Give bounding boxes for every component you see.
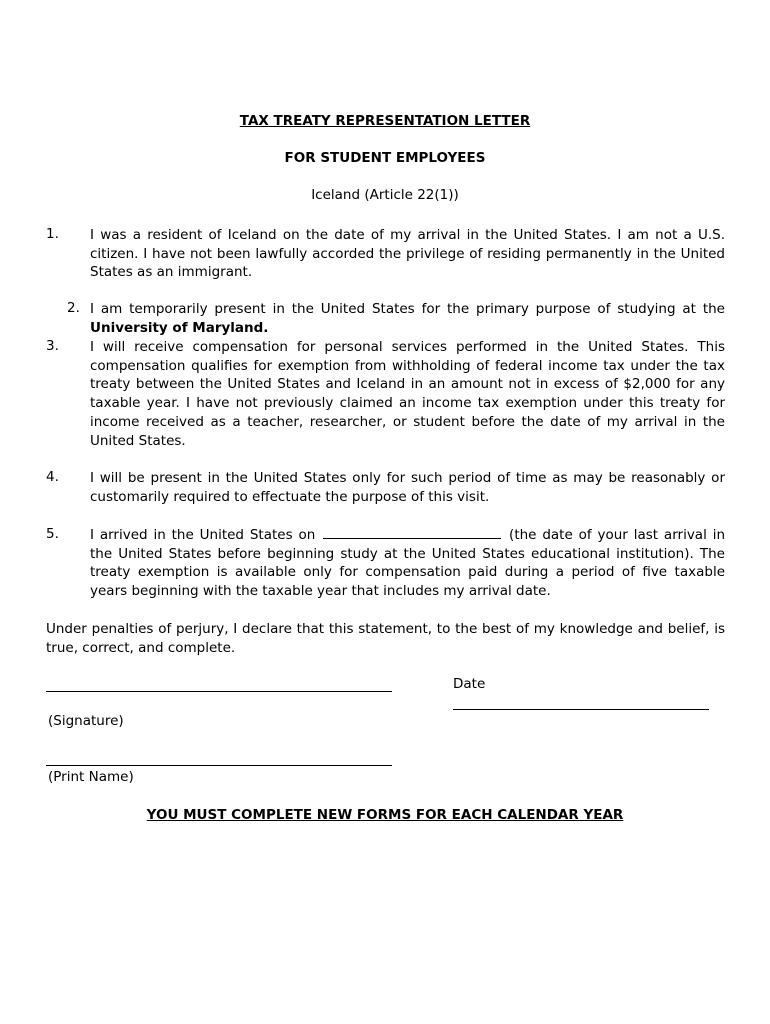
item-1-text: I was a resident of Iceland on the date of my arrival in the United States. I am not a U.S. citizen. I have not been lawfully accorded the privilege of residing permanently in the United States as an immigrant. <box>90 227 725 281</box>
document-title: TAX TREATY REPRESENTATION LETTER <box>239 113 531 129</box>
arrival-date-field[interactable] <box>323 526 501 539</box>
item-3-number: 3. <box>46 338 59 354</box>
date-line[interactable] <box>453 709 709 710</box>
declaration-text: Under penalties of perjury, I declare that this statement, to the best of my knowledge and belief, is true, correct, and complete. <box>46 621 725 656</box>
print-name-label: (Print Name) <box>48 769 134 785</box>
signature-line[interactable] <box>46 691 392 692</box>
item-4-number: 4. <box>46 469 59 485</box>
university-name: University of Maryland. <box>90 319 269 336</box>
date-label: Date <box>453 676 486 692</box>
footer-notice: YOU MUST COMPLETE NEW FORMS FOR EACH CALENDAR YEAR <box>146 807 624 823</box>
item-1-number: 1. <box>46 226 59 242</box>
item-2-text-pre: I am temporarily present in the United States for the primary purpose of studying at the <box>90 301 725 317</box>
country-article: Iceland (Article 22(1)) <box>311 187 459 203</box>
item-5-text-pre: I arrived in the United States on <box>90 527 316 543</box>
item-5-text <box>90 526 725 601</box>
document-subtitle: FOR STUDENT EMPLOYEES <box>284 150 486 166</box>
item-5-number: 5. <box>46 526 59 542</box>
print-name-line[interactable] <box>46 765 392 766</box>
item-4-text: I will be present in the United States only for such period of time as may be reasonably or customarily required to effectuate the purpose of this visit. <box>90 470 725 505</box>
signature-label: (Signature) <box>48 713 124 729</box>
item-5-text-post: (the date of your last arrival in the United States before beginning study at the United States educational institution). The treaty exemption is available only for compensation paid during a period of five taxable years beginning with the taxable year that includes my arrival date. <box>90 527 725 600</box>
item-3-text: I will receive compensation for personal services performed in the United States. This compensation qualifies for exemption from withholding of federal income tax under the tax treaty between the United States and Iceland in an amount not in excess of $2,000 for any taxable year. I have not previously claimed an income tax exemption under this treaty for income received as a teacher, researcher, or student before the date of my arrival in the United States. <box>90 339 725 449</box>
item-2-text <box>90 300 725 337</box>
item-2-number: 2. <box>67 300 80 316</box>
